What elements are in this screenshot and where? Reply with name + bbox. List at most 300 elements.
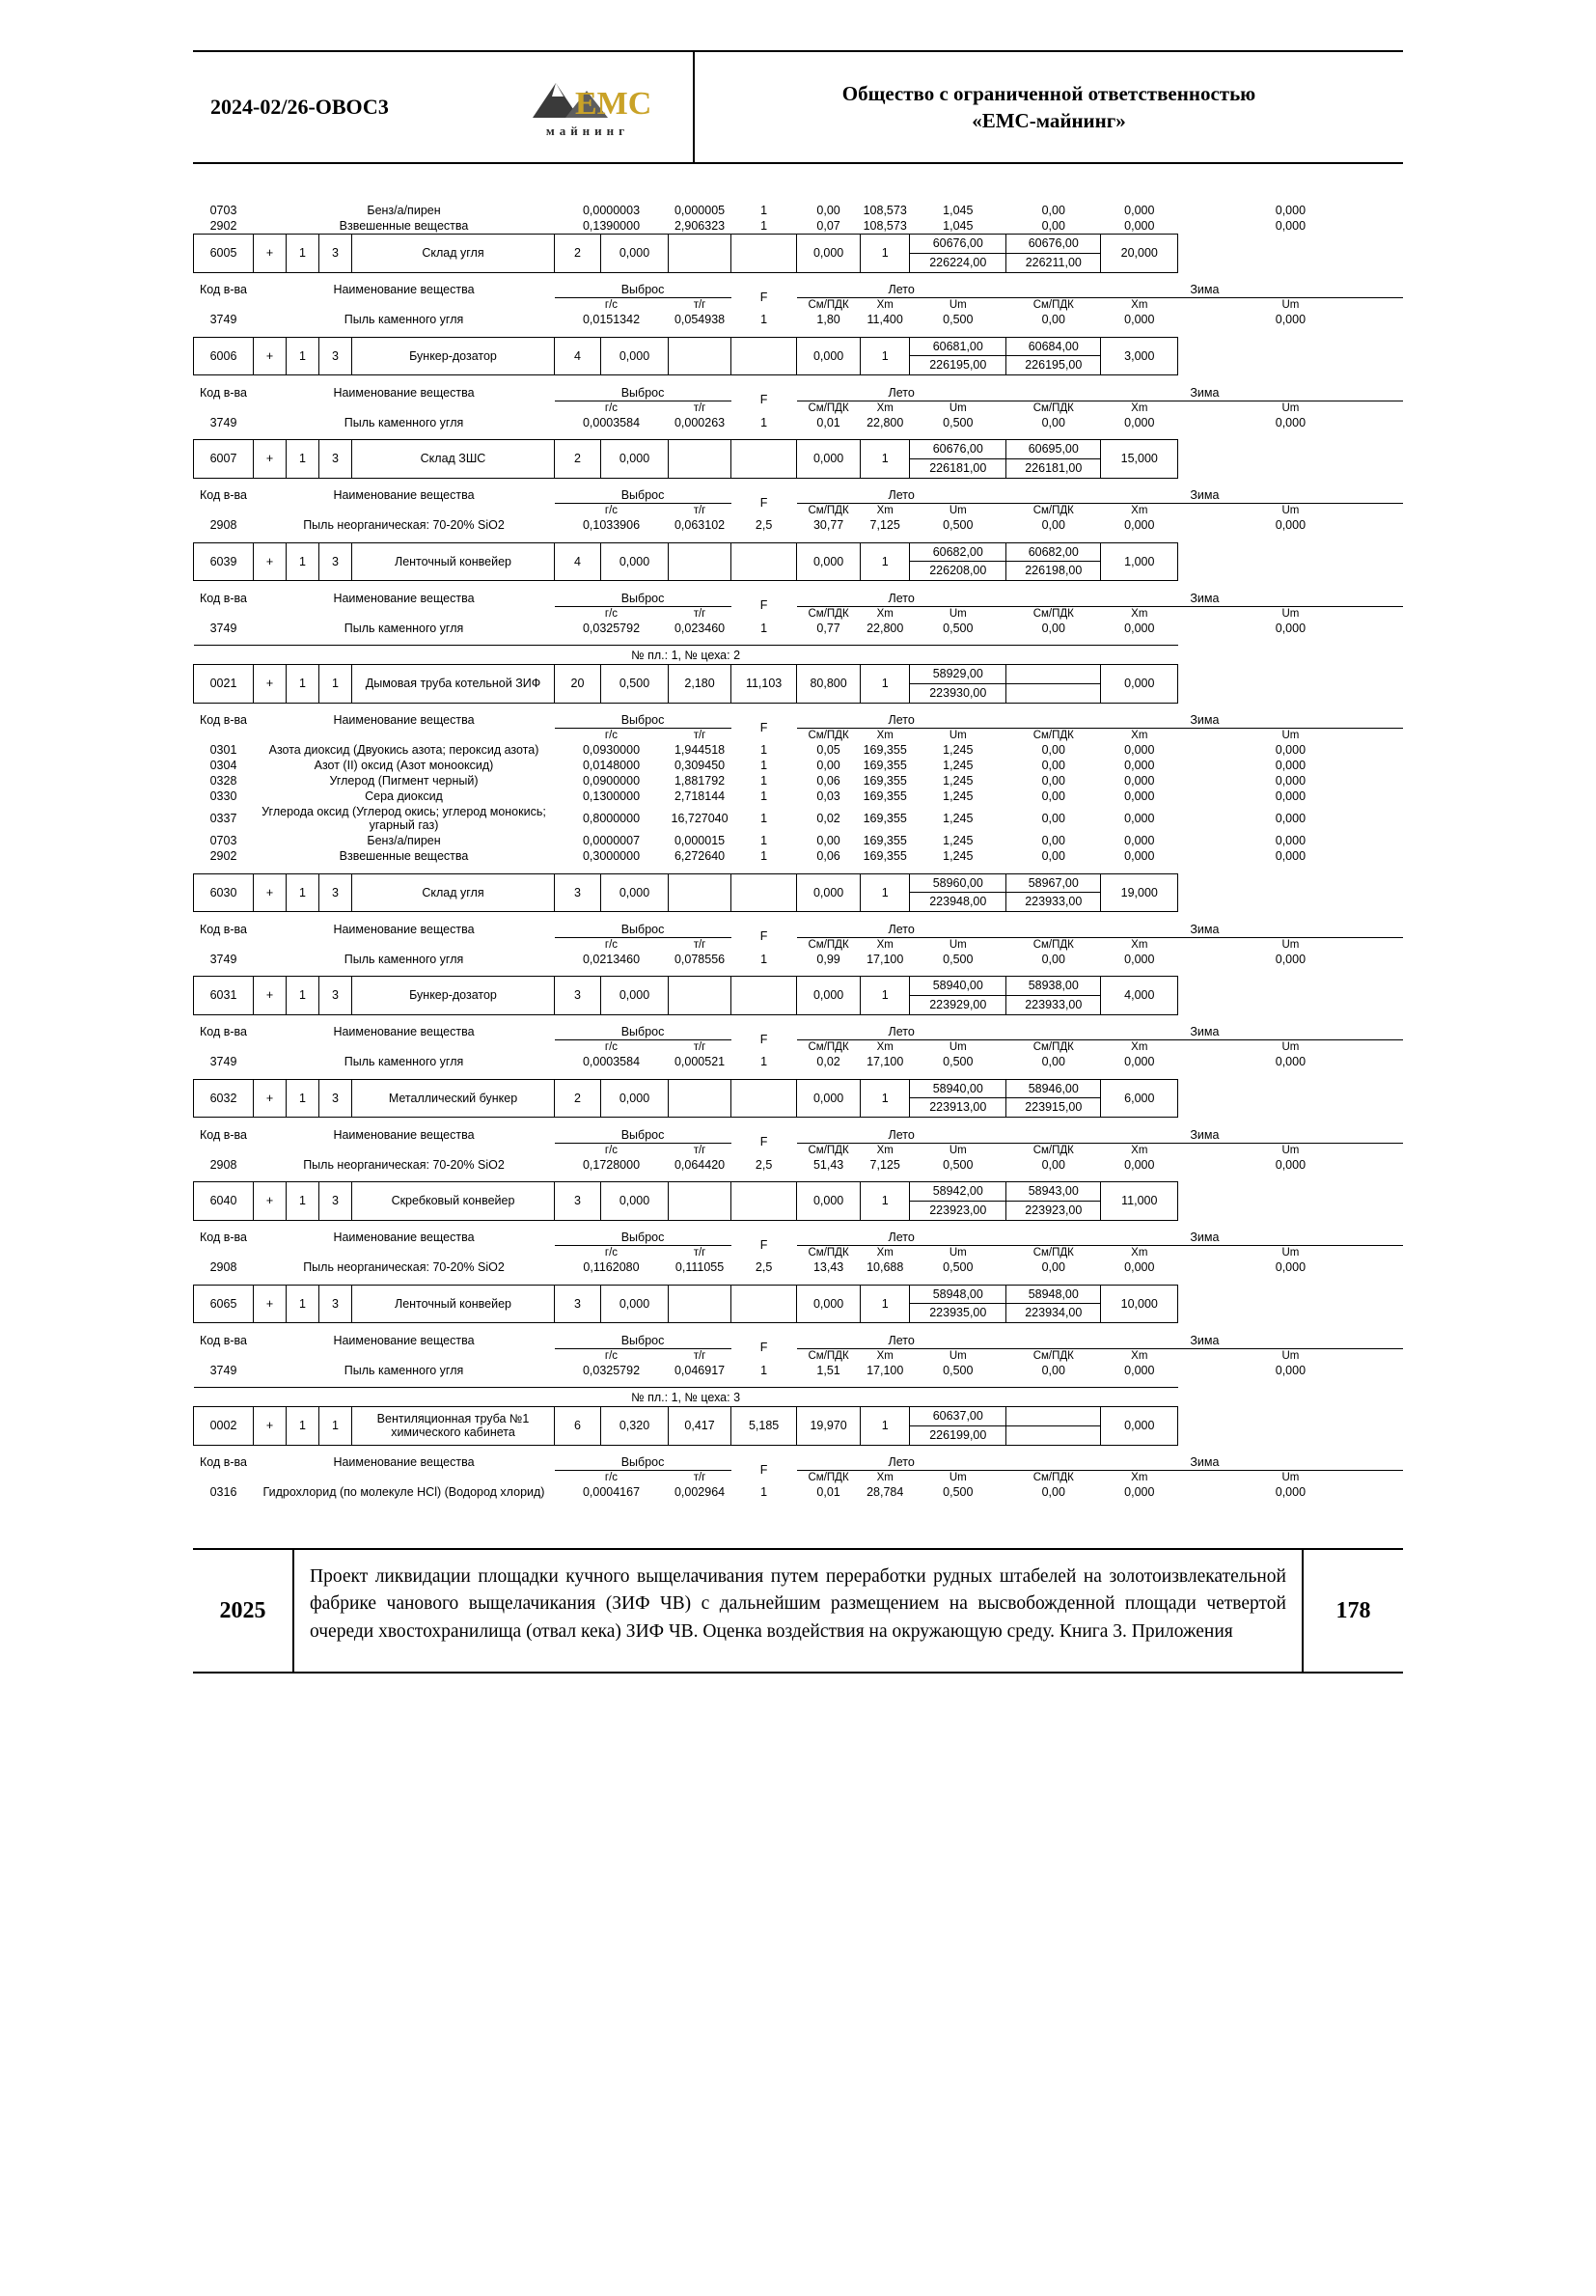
summer-um: 0,500 [943, 1363, 974, 1377]
source-plus: + [254, 873, 287, 912]
page-footer [193, 1548, 1403, 1674]
source-height: 20 [555, 665, 601, 704]
winter-um: 0,000 [1275, 518, 1307, 532]
substance-name: Пыль неорганическая: 70-20% SiO2 [303, 1157, 505, 1172]
source-name: Склад угля [352, 873, 555, 912]
source-name: Вентиляционная труба №1 химического кабинета [352, 1407, 555, 1446]
header-winter: Зима [1006, 712, 1403, 729]
source-height: 3 [555, 1285, 601, 1323]
header-f: F [759, 1462, 768, 1477]
header-emission: Выброс [555, 385, 731, 401]
header-gs: г/с [604, 730, 619, 741]
substance-name: Гидрохлорид (по молекуле HCl) (Водород хлорид) [262, 1485, 545, 1499]
substance-name: Бенз/а/пирен [367, 204, 441, 217]
source-f [669, 873, 731, 912]
header-winter-cmpdk: См/ПДК [1032, 401, 1074, 414]
header-summer-xm: Xm [876, 1247, 894, 1259]
winter-um: 0,000 [1275, 849, 1307, 863]
source-name: Склад ЗШС [352, 440, 555, 479]
substance-row [194, 848, 1404, 864]
summer-um: 0,500 [943, 415, 974, 429]
substance-ty: 0,111055 [674, 1260, 725, 1274]
substance-code: 0328 [209, 774, 237, 788]
source-plus: + [254, 235, 287, 273]
substance-ty: 0,023460 [674, 621, 726, 635]
winter-cmpdk: 0,00 [1041, 219, 1065, 233]
header-code: Код в-ва [200, 488, 247, 503]
substance-code: 0304 [209, 759, 237, 772]
header-winter-xm: Xm [1131, 401, 1148, 414]
source-width: 3,000 [1101, 337, 1178, 375]
substance-code: 3749 [209, 313, 237, 326]
substance-row [194, 1363, 1404, 1378]
source-value: 0,000 [797, 235, 861, 273]
source-row [194, 235, 1404, 273]
header-summer-cmpdk: См/ПДК [808, 730, 849, 741]
header-substance: Наименование вещества [333, 591, 475, 605]
substance-name: Пыль каменного угля [344, 1363, 464, 1377]
source-plus: + [254, 1407, 287, 1446]
source-col-b: 1 [319, 1407, 352, 1446]
substance-gs: 0,0000003 [582, 204, 641, 217]
header-summer-cmpdk: См/ПДК [808, 1144, 849, 1156]
header-winter-xm: Xm [1131, 1247, 1148, 1259]
header-ty: т/г [693, 401, 706, 414]
summer-um: 1,045 [943, 204, 974, 217]
winter-um: 0,000 [1275, 415, 1307, 429]
header-winter-um: Um [1281, 1349, 1300, 1362]
document-code: 2024-02/26-ОВОС3 [210, 95, 389, 119]
source-height: 4 [555, 542, 601, 581]
spacer-row [194, 430, 1404, 440]
column-header-row [194, 712, 1404, 729]
substance-name: Азота диоксид (Двуокись азота; пероксид азота) [268, 743, 539, 757]
column-subheader-row [194, 729, 1404, 743]
summer-um: 0,500 [943, 1485, 974, 1499]
header-winter-cmpdk: См/ПДК [1032, 505, 1074, 516]
substance-ty: 0,054938 [674, 313, 726, 326]
column-subheader-row [194, 298, 1404, 313]
header-winter-um: Um [1281, 1144, 1300, 1156]
substance-row [194, 1157, 1404, 1173]
source-number: 0021 [194, 665, 254, 704]
source-width: 6,000 [1101, 1079, 1178, 1118]
header-summer-um: Um [949, 1472, 967, 1483]
substance-name: Пыль каменного угля [344, 621, 464, 635]
header-winter-xm: Xm [1131, 299, 1148, 311]
column-subheader-row [194, 937, 1404, 952]
source-coord-1: 60682,00 226208,00 [910, 542, 1006, 581]
header-gs: г/с [604, 938, 619, 951]
summer-xm: 17,100 [867, 952, 904, 966]
header-f: F [759, 1237, 768, 1252]
substance-gs: 0,1390000 [582, 219, 641, 233]
source-row [194, 440, 1404, 479]
source-col-a: 1 [287, 665, 319, 704]
header-summer-xm: Xm [876, 607, 894, 620]
winter-cmpdk: 0,00 [1041, 743, 1065, 757]
summer-cmpdk: 0,00 [816, 204, 840, 217]
winter-cmpdk: 0,00 [1041, 621, 1065, 635]
source-col-b: 3 [319, 235, 352, 273]
source-plus: + [254, 1182, 287, 1221]
footer-year: 2025 [193, 1550, 294, 1672]
winter-cmpdk: 0,00 [1041, 1363, 1065, 1377]
substance-name: Пыль неорганическая: 70-20% SiO2 [303, 518, 505, 532]
substance-name: Пыль каменного угля [344, 415, 464, 429]
winter-um: 0,000 [1275, 812, 1307, 825]
source-width: 19,000 [1101, 873, 1178, 912]
substance-f: 1 [760, 789, 768, 803]
header-summer-um: Um [949, 1349, 967, 1362]
winter-xm: 0,000 [1124, 789, 1155, 803]
header-code: Код в-ва [200, 1231, 247, 1245]
substance-f: 1 [760, 834, 768, 847]
header-ty: т/г [693, 607, 706, 620]
section-band-row [194, 1388, 1404, 1407]
summer-um: 0,500 [943, 1055, 974, 1068]
header-winter: Зима [1006, 922, 1403, 938]
source-cmpdk [731, 337, 797, 375]
winter-cmpdk: 0,00 [1041, 1157, 1065, 1172]
source-name: Ленточный конвейер [352, 542, 555, 581]
header-substance: Наименование вещества [333, 1025, 475, 1039]
header-summer-xm: Xm [876, 299, 894, 311]
header-summer-xm: Xm [876, 505, 894, 516]
header-winter-cmpdk: См/ПДК [1032, 607, 1074, 620]
summer-xm: 17,100 [867, 1363, 904, 1377]
summer-xm: 11,400 [867, 313, 903, 326]
substance-row [194, 804, 1404, 833]
summer-cmpdk: 0,03 [816, 789, 840, 803]
header-emission: Выброс [555, 1127, 731, 1144]
source-col-b: 3 [319, 1079, 352, 1118]
source-row [194, 1079, 1404, 1118]
header-summer-um: Um [949, 299, 967, 311]
source-value: 0,000 [797, 1182, 861, 1221]
header-substance: Наименование вещества [333, 283, 475, 297]
source-name: Склад угля [352, 235, 555, 273]
source-plus: + [254, 440, 287, 479]
source-row [194, 542, 1404, 581]
winter-xm: 0,000 [1124, 1260, 1155, 1274]
section-band: № пл.: 1, № цеха: 2 [194, 646, 1178, 665]
substance-row [194, 788, 1404, 804]
winter-um: 0,000 [1275, 1157, 1307, 1172]
source-value: 0,000 [797, 1285, 861, 1323]
substance-row [194, 758, 1404, 773]
header-f: F [759, 1341, 768, 1354]
summer-cmpdk: 0,02 [816, 1055, 840, 1068]
source-coord-1: 58960,00 223948,00 [910, 873, 1006, 912]
substance-f: 1 [760, 1055, 768, 1068]
substance-gs: 0,0003584 [582, 1055, 641, 1068]
header-summer-cmpdk: См/ПДК [808, 505, 849, 516]
header-summer-xm: Xm [876, 938, 894, 951]
substance-row [194, 621, 1404, 636]
source-coord-2: 58948,00 223934,00 [1006, 1285, 1101, 1323]
source-value: 19,970 [797, 1407, 861, 1446]
spacer-row [194, 912, 1404, 922]
header-winter-cmpdk: См/ПДК [1032, 1144, 1074, 1156]
summer-cmpdk: 1,80 [816, 313, 840, 326]
substance-ty: 0,063102 [674, 518, 726, 532]
header-winter-xm: Xm [1131, 1144, 1148, 1156]
source-col-a: 1 [287, 1079, 319, 1118]
winter-xm: 0,000 [1124, 1055, 1155, 1068]
spacer-row [194, 581, 1404, 591]
source-coord-2 [1006, 665, 1101, 704]
substance-name: Сера диоксид [365, 789, 443, 803]
source-diameter: 0,500 [601, 665, 669, 704]
substance-row [194, 952, 1404, 967]
substance-f: 1 [760, 743, 768, 757]
header-summer-um: Um [949, 1041, 967, 1053]
source-col-a: 1 [287, 235, 319, 273]
header-emission: Выброс [555, 282, 731, 298]
summer-cmpdk: 30,77 [812, 518, 844, 532]
source-cmpdk [731, 542, 797, 581]
substance-row [194, 517, 1404, 533]
substance-ty: 0,309450 [674, 759, 726, 772]
column-header-row [194, 1333, 1404, 1349]
substance-ty: 0,000005 [674, 204, 726, 217]
header-summer-um: Um [949, 505, 967, 516]
column-header-row [194, 1454, 1404, 1471]
winter-um: 0,000 [1275, 834, 1307, 847]
header-winter-um: Um [1281, 730, 1300, 741]
header-code: Код в-ва [200, 1455, 247, 1470]
substance-ty: 2,718144 [674, 789, 726, 803]
header-ty: т/г [693, 1472, 706, 1483]
column-header-row [194, 1230, 1404, 1246]
source-coord-2: 58946,00 223915,00 [1006, 1079, 1101, 1118]
substance-ty: 1,881792 [674, 774, 726, 788]
header-emission: Выброс [555, 1024, 731, 1040]
summer-um: 0,500 [943, 952, 974, 966]
header-summer: Лето [797, 1230, 1006, 1246]
substance-name: Взвешенные вещества [339, 219, 469, 233]
spacer-row [194, 375, 1404, 385]
header-emission: Выброс [555, 712, 731, 729]
svg-text:EMC: EMC [575, 86, 652, 122]
header-winter: Зима [1006, 385, 1403, 401]
source-f: 0,417 [669, 1407, 731, 1446]
source-height: 3 [555, 1182, 601, 1221]
header-ty: т/г [693, 938, 706, 951]
winter-cmpdk: 0,00 [1041, 759, 1065, 772]
source-row [194, 1182, 1404, 1221]
header-winter: Зима [1006, 1024, 1403, 1040]
summer-xm: 17,100 [867, 1055, 904, 1068]
source-plus: + [254, 337, 287, 375]
company-name [695, 52, 1403, 162]
winter-um: 0,000 [1275, 313, 1307, 326]
winter-cmpdk: 0,00 [1041, 1055, 1065, 1068]
header-substance: Наименование вещества [333, 1455, 475, 1470]
header-winter: Зима [1006, 591, 1403, 607]
spacer-row [194, 478, 1404, 487]
source-col-b: 3 [319, 873, 352, 912]
spacer-row [194, 1220, 1404, 1230]
source-f [669, 1285, 731, 1323]
source-number: 6039 [194, 542, 254, 581]
summer-cmpdk: 1,51 [816, 1363, 840, 1377]
source-name: Скребковый конвейер [352, 1182, 555, 1221]
source-coord-1: 60676,00 226224,00 [910, 235, 1006, 273]
substance-gs: 0,3000000 [582, 849, 641, 863]
section-band: № пл.: 1, № цеха: 3 [194, 1388, 1178, 1407]
winter-um: 0,000 [1275, 219, 1307, 234]
source-value: 0,000 [797, 542, 861, 581]
winter-xm: 0,000 [1124, 1157, 1155, 1172]
substance-f: 1 [760, 621, 768, 635]
winter-um: 0,000 [1275, 759, 1307, 772]
header-winter-um: Um [1281, 299, 1300, 311]
source-col-b: 3 [319, 440, 352, 479]
summer-xm: 169,355 [863, 789, 907, 803]
winter-cmpdk: 0,00 [1041, 313, 1065, 326]
source-diameter: 0,000 [601, 873, 669, 912]
summer-um: 0,500 [943, 313, 974, 326]
substance-gs: 0,0325792 [582, 621, 641, 635]
source-value: 0,000 [797, 873, 861, 912]
source-height: 3 [555, 873, 601, 912]
source-value: 0,000 [797, 337, 861, 375]
header-winter-um: Um [1281, 607, 1300, 620]
header-summer-xm: Xm [876, 1144, 894, 1156]
source-col-a: 1 [287, 1285, 319, 1323]
source-value: 0,000 [797, 1079, 861, 1118]
source-one: 1 [861, 542, 910, 581]
winter-cmpdk: 0,00 [1041, 812, 1065, 825]
header-summer-cmpdk: См/ПДК [808, 1349, 849, 1362]
summer-xm: 108,573 [863, 204, 907, 217]
source-name: Бункер-дозатор [352, 977, 555, 1015]
source-diameter: 0,000 [601, 235, 669, 273]
source-f [669, 977, 731, 1015]
source-width: 0,000 [1101, 1407, 1178, 1446]
substance-ty: 0,000521 [674, 1055, 726, 1068]
header-gs: г/с [604, 1041, 619, 1053]
source-col-b: 1 [319, 665, 352, 704]
substance-f: 1 [760, 219, 768, 233]
winter-cmpdk: 0,00 [1041, 849, 1065, 863]
header-summer-cmpdk: См/ПДК [808, 1041, 849, 1053]
substance-ty: 1,944518 [674, 743, 726, 757]
header-summer: Лето [797, 1333, 1006, 1349]
summer-xm: 10,688 [867, 1260, 904, 1274]
source-col-a: 1 [287, 440, 319, 479]
substance-gs: 0,0213460 [582, 952, 641, 966]
source-diameter: 0,000 [601, 337, 669, 375]
header-winter-um: Um [1281, 1041, 1300, 1053]
header-winter-xm: Xm [1131, 1349, 1148, 1362]
winter-cmpdk: 0,00 [1041, 518, 1065, 532]
header-substance: Наименование вещества [333, 713, 475, 728]
header-winter-cmpdk: См/ПДК [1032, 299, 1074, 311]
source-f [669, 1182, 731, 1221]
source-one: 1 [861, 1079, 910, 1118]
summer-cmpdk: 0,05 [816, 743, 840, 757]
header-summer: Лето [797, 282, 1006, 298]
source-f [669, 440, 731, 479]
header-gs: г/с [604, 607, 619, 620]
winter-xm: 0,000 [1124, 415, 1155, 429]
column-header-row [194, 385, 1404, 401]
column-subheader-row [194, 504, 1404, 518]
substance-f: 2,5 [755, 518, 773, 532]
substance-code: 2902 [209, 849, 237, 863]
substance-f: 2,5 [755, 1157, 773, 1172]
summer-xm: 7,125 [869, 518, 900, 532]
source-name: Металлический бункер [352, 1079, 555, 1118]
source-col-a: 1 [287, 337, 319, 375]
header-summer-xm: Xm [876, 1041, 894, 1053]
source-height: 3 [555, 977, 601, 1015]
summer-um: 1,045 [943, 219, 974, 233]
summer-um: 0,500 [943, 1260, 974, 1274]
header-summer-um: Um [949, 401, 967, 414]
header-f: F [759, 598, 768, 612]
substance-gs: 0,0930000 [582, 743, 641, 757]
source-one: 1 [861, 1182, 910, 1221]
header-ty: т/г [693, 1041, 706, 1053]
substance-row [194, 218, 1404, 235]
column-subheader-row [194, 606, 1404, 621]
substance-name: Пыль каменного угля [344, 952, 464, 966]
header-summer: Лето [797, 712, 1006, 729]
source-name: Бункер-дозатор [352, 337, 555, 375]
source-coord-1: 58929,00 223930,00 [910, 665, 1006, 704]
summer-um: 0,500 [943, 518, 974, 532]
substance-f: 1 [760, 849, 768, 863]
mountain-logo-icon [515, 75, 660, 122]
spacer-row [194, 1118, 1404, 1127]
header-ty: т/г [693, 1247, 706, 1259]
summer-cmpdk: 0,06 [816, 849, 840, 863]
source-one: 1 [861, 235, 910, 273]
winter-xm: 0,000 [1124, 952, 1155, 966]
substance-f: 1 [760, 812, 768, 825]
source-value: 80,800 [797, 665, 861, 704]
column-header-row [194, 922, 1404, 938]
substance-row [194, 1259, 1404, 1275]
summer-cmpdk: 0,02 [816, 812, 840, 825]
source-plus: + [254, 977, 287, 1015]
summer-cmpdk: 0,01 [816, 415, 840, 429]
substance-f: 2,5 [755, 1260, 773, 1274]
company-name-line1: Общество с ограниченной ответственностью [841, 81, 1256, 105]
winter-xm: 0,000 [1124, 518, 1155, 532]
header-substance: Наименование вещества [333, 1231, 475, 1245]
header-summer-xm: Xm [876, 1349, 894, 1362]
substance-code: 0316 [209, 1485, 237, 1499]
substance-code: 2908 [209, 1157, 237, 1172]
source-row [194, 665, 1404, 704]
header-code: Код в-ва [200, 1333, 247, 1347]
summer-cmpdk: 0,00 [816, 834, 840, 847]
substance-f: 1 [760, 952, 768, 966]
header-winter-um: Um [1281, 938, 1300, 951]
winter-um: 0,000 [1275, 774, 1307, 788]
column-subheader-row [194, 1348, 1404, 1363]
spacer-row [194, 1445, 1404, 1454]
source-number: 6065 [194, 1285, 254, 1323]
header-code: Код в-ва [200, 283, 247, 297]
header-winter-xm: Xm [1131, 938, 1148, 951]
substance-gs: 0,0004167 [582, 1485, 641, 1499]
